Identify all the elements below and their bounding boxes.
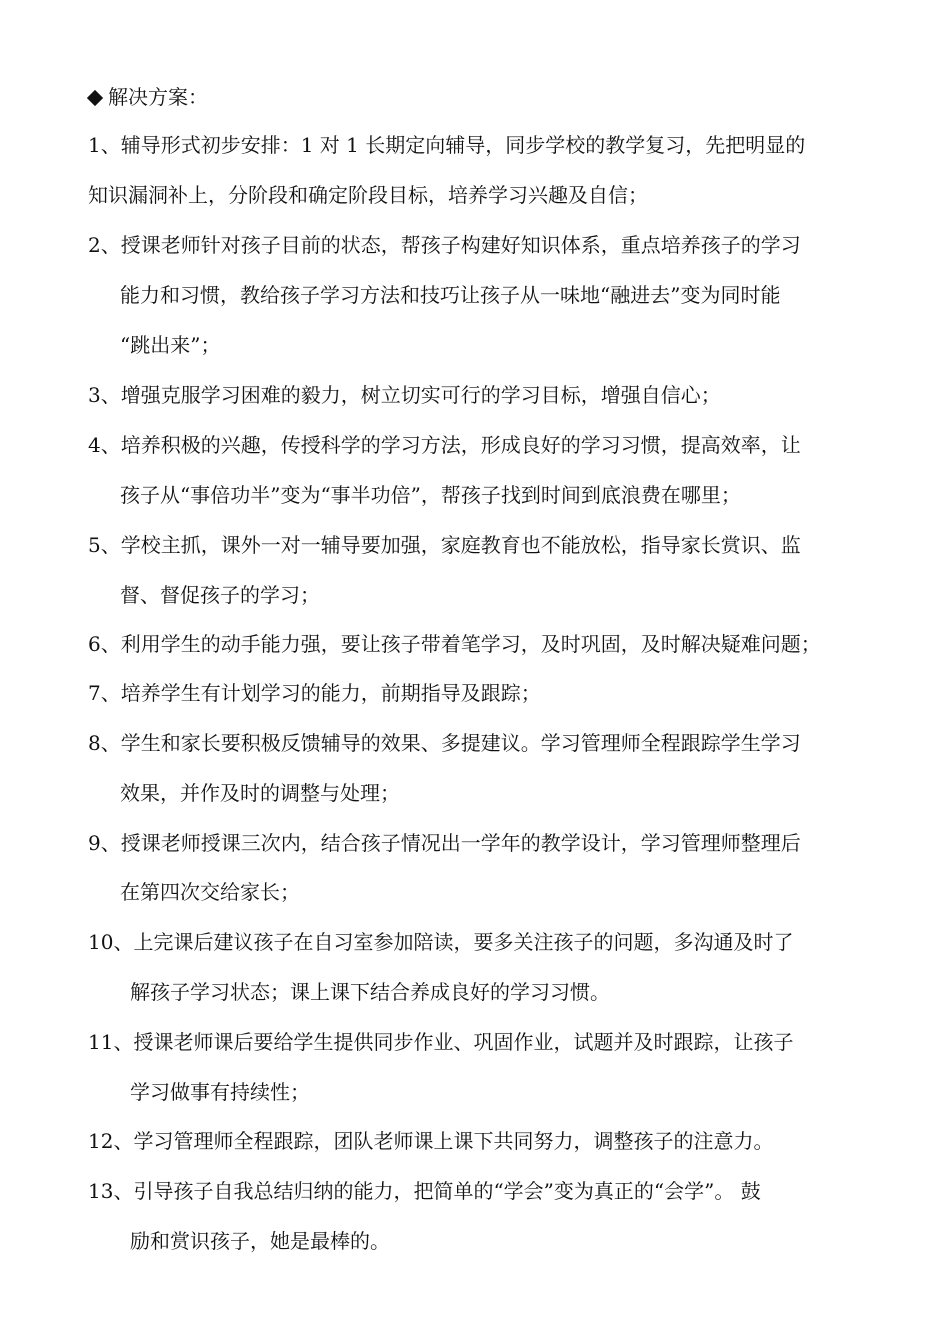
list-item-line: 12、学习管理师全程跟踪，团队老师课上课下共同努力，调整孩子的注意力。 xyxy=(88,1129,774,1153)
list-item-line: 督、督促孩子的学习； xyxy=(120,583,320,607)
list-item-line: 4、培养积极的兴趣，传授科学的学习方法，形成良好的学习习惯，提高效率，让 xyxy=(88,433,801,457)
list-item-line: 效果，并作及时的调整与处理； xyxy=(120,781,400,805)
list-item-line: 10、上完课后建议孩子在自习室参加陪读，要多关注孩子的问题，多沟通及时了 xyxy=(88,930,794,954)
diamond-bullet-icon xyxy=(87,90,103,106)
list-item-line: 解孩子学习状态；课上课下结合养成良好的学习习惯。 xyxy=(130,980,610,1004)
list-item-line: 7、培养学生有计划学习的能力，前期指导及跟踪； xyxy=(88,681,541,705)
list-item-line: 5、学校主抓，课外一对一辅导要加强，家庭教育也不能放松，指导家长赏识、监 xyxy=(88,533,801,557)
list-item-line: 13、引导孩子自我总结归纳的能力，把简单的“学会”变为真正的“会学”。 鼓 xyxy=(88,1179,761,1203)
list-item-line: 能力和习惯，教给孩子学习方法和技巧让孩子从一味地“融进去”变为同时能 xyxy=(120,283,781,307)
list-item-line: “跳出来”； xyxy=(120,333,221,357)
list-item-line: 励和赏识孩子，她是最棒的。 xyxy=(130,1229,390,1253)
list-item-line: 9、授课老师授课三次内，结合孩子情况出一学年的教学设计，学习管理师整理后 xyxy=(88,831,801,855)
list-item-line: 8、学生和家长要积极反馈辅导的效果、多提建议。学习管理师全程跟踪学生学习 xyxy=(88,731,801,755)
list-item-line: 学习做事有持续性； xyxy=(130,1080,310,1104)
list-item-line: 知识漏洞补上，分阶段和确定阶段目标，培养学习兴趣及自信； xyxy=(88,183,648,207)
list-item-line: 3、增强克服学习困难的毅力，树立切实可行的学习目标，增强自信心； xyxy=(88,383,721,407)
section-heading xyxy=(88,82,208,112)
list-item-line: 在第四次交给家长； xyxy=(120,880,300,904)
list-item-line: 孩子从“事倍功半”变为“事半功倍”，帮孩子找到时间到底浪费在哪里； xyxy=(120,483,741,507)
list-item-line: 11、授课老师课后要给学生提供同步作业、巩固作业，试题并及时跟踪，让孩子 xyxy=(88,1030,794,1054)
list-item-line: 6、利用学生的动手能力强，要让孩子带着笔学习，及时巩固，及时解决疑难问题； xyxy=(88,632,821,656)
section-heading-text: 解决方案： xyxy=(108,85,208,109)
list-item-line: 2、授课老师针对孩子目前的状态，帮孩子构建好知识体系，重点培养孩子的学习 xyxy=(88,233,801,257)
list-item-line: 1、辅导形式初步安排：1 对 1 长期定向辅导，同步学校的教学复习，先把明显的 xyxy=(88,133,806,157)
